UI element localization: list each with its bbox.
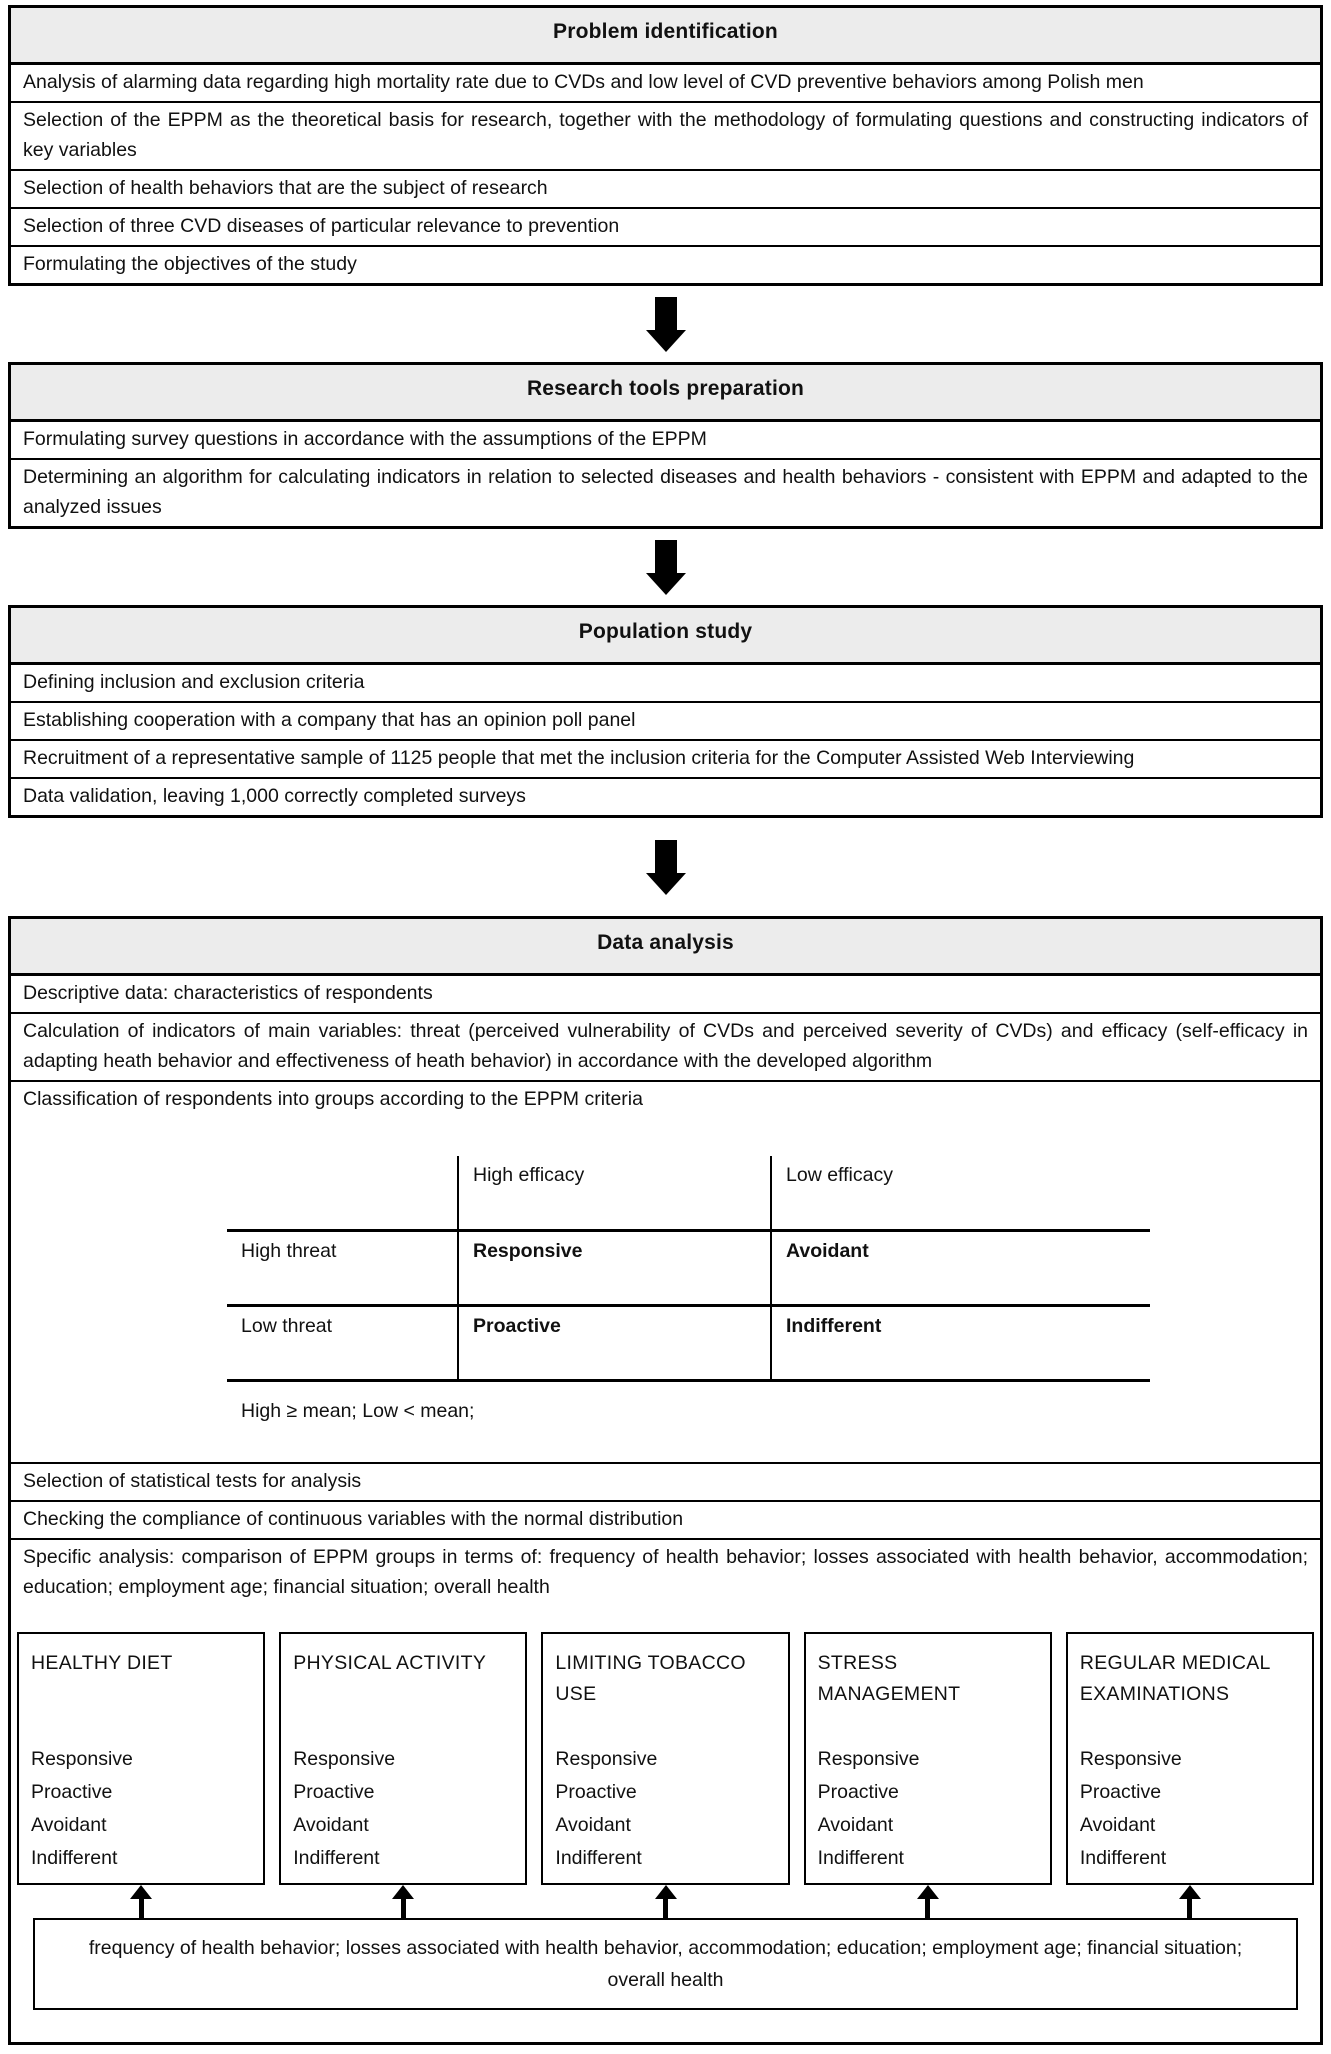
matrix-note: High ≥ mean; Low < mean; bbox=[241, 1400, 475, 1422]
flow-step: Calculation of indicators of main variables: threat (perceived vulnerability of CVDs and perceived severity of CVDs) and efficacy (self-efficacy in adapting heath behavior and effectiveness of heath behavior) in accordance with the developed algorithm bbox=[11, 1014, 1320, 1082]
up-arrow-icon bbox=[130, 1885, 152, 1918]
eppm-matrix bbox=[227, 1156, 1150, 1426]
flow-step: Recruitment of a representative sample of 1125 people that met the inclusion criteria for the Computer Assisted Web Interviewing bbox=[11, 741, 1320, 779]
behavior-box-item: Proactive bbox=[817, 1781, 899, 1803]
up-arrow-icon bbox=[917, 1885, 939, 1918]
matrix-cell-indifferent: Indifferent bbox=[770, 1304, 1150, 1379]
behavior-boxes bbox=[11, 1606, 1320, 1885]
behavior-box-item: Responsive bbox=[555, 1748, 658, 1770]
behavior-box-item: Proactive bbox=[31, 1781, 113, 1803]
flow-step-classification bbox=[11, 1082, 1320, 1464]
section-title: Data analysis bbox=[11, 919, 1320, 976]
behavior-box-item: Indifferent bbox=[817, 1847, 904, 1869]
behavior-box-physical-activity bbox=[279, 1632, 527, 1885]
matrix-col-header: Low efficacy bbox=[770, 1156, 1150, 1229]
behavior-box-item: Indifferent bbox=[293, 1847, 380, 1869]
matrix-col-header: High efficacy bbox=[457, 1156, 770, 1229]
section-data-analysis bbox=[8, 916, 1323, 2045]
flow-step: Selection of statistical tests for analysis bbox=[11, 1464, 1320, 1502]
flow-step: Formulating the objectives of the study bbox=[23, 253, 357, 275]
behavior-box-title: LIMITING TOBACCO USE bbox=[555, 1652, 746, 1705]
section-title: Population study bbox=[11, 608, 1320, 665]
down-arrow-icon bbox=[646, 840, 686, 895]
behavior-box-item: Avoidant bbox=[817, 1814, 894, 1836]
flow-step: Specific analysis: comparison of EPPM groups in terms of: frequency of health behavior; losses associated with health behavior, accommodation; education; employment age; financial situation; overall health bbox=[23, 1546, 1308, 1598]
behavior-box-regular-medical-examinations bbox=[1066, 1632, 1314, 1885]
flow-step: Checking the compliance of continuous variables with the normal distribution bbox=[11, 1502, 1320, 1540]
predictors-box: frequency of health behavior; losses associated with health behavior, accommodation; education; employment age; financial situation; overall health bbox=[33, 1918, 1298, 2010]
behavior-box-healthy-diet bbox=[17, 1632, 265, 1885]
section-problem-identification bbox=[8, 5, 1323, 286]
flow-step: Selection of health behaviors that are the subject of research bbox=[11, 171, 1320, 209]
section-title: Problem identification bbox=[11, 8, 1320, 65]
behavior-box-title: REGULAR MEDICAL EXAMINATIONS bbox=[1079, 1652, 1270, 1705]
matrix-row-label: Low threat bbox=[227, 1304, 457, 1379]
flow-step: Descriptive data: characteristics of respondents bbox=[11, 976, 1320, 1014]
flow-step: Defining inclusion and exclusion criteria bbox=[11, 665, 1320, 703]
behavior-box-item: Avoidant bbox=[31, 1814, 107, 1836]
down-arrow-icon bbox=[646, 540, 686, 595]
flow-step: Selection of three CVD diseases of particular relevance to prevention bbox=[11, 209, 1320, 247]
up-arrow-icon bbox=[392, 1885, 414, 1918]
behavior-box-item: Responsive bbox=[31, 1748, 133, 1770]
flow-step: Analysis of alarming data regarding high mortality rate due to CVDs and low level of CVD preventive behaviors among Polish men bbox=[11, 65, 1320, 103]
behavior-box-item: Proactive bbox=[293, 1781, 375, 1803]
behavior-box-stress-management bbox=[804, 1632, 1052, 1885]
flow-connector bbox=[8, 286, 1323, 362]
behavior-box-item: Proactive bbox=[1079, 1781, 1162, 1803]
behavior-box-limiting-tobacco-use bbox=[541, 1632, 789, 1885]
behavior-box-item: Proactive bbox=[555, 1781, 637, 1803]
section-population-study bbox=[8, 605, 1323, 818]
section-title: Research tools preparation bbox=[11, 365, 1320, 422]
flow-connector bbox=[8, 818, 1323, 916]
behavior-box-item: Responsive bbox=[293, 1748, 396, 1770]
section-research-tools-preparation bbox=[8, 362, 1323, 529]
behavior-box-title: PHYSICAL ACTIVITY bbox=[293, 1652, 487, 1674]
matrix-row-label: High threat bbox=[227, 1229, 457, 1304]
behavior-box-item: Indifferent bbox=[1079, 1847, 1167, 1869]
matrix-cell-proactive: Proactive bbox=[457, 1304, 770, 1379]
flow-step: Establishing cooperation with a company that has an opinion poll panel bbox=[11, 703, 1320, 741]
up-arrow-icon bbox=[655, 1885, 677, 1918]
matrix-cell-avoidant: Avoidant bbox=[770, 1229, 1150, 1304]
flow-step: Data validation, leaving 1,000 correctly completed surveys bbox=[23, 785, 526, 807]
flow-step: Formulating survey questions in accordance with the assumptions of the EPPM bbox=[11, 422, 1320, 460]
behavior-box-item: Indifferent bbox=[31, 1847, 118, 1869]
behavior-box-item: Avoidant bbox=[555, 1814, 631, 1836]
up-arrow-connectors bbox=[11, 1885, 1320, 1918]
behavior-box-title: STRESS MANAGEMENT bbox=[817, 1652, 961, 1705]
behavior-box-item: Avoidant bbox=[293, 1814, 369, 1836]
matrix-cell-responsive: Responsive bbox=[457, 1229, 770, 1304]
flow-connector bbox=[8, 529, 1323, 605]
classification-text: Classification of respondents into groups according to the EPPM criteria bbox=[23, 1088, 643, 1110]
flow-step: Determining an algorithm for calculating indicators in relation to selected diseases and health behaviors - consistent with EPPM and adapted to the analyzed issues bbox=[23, 466, 1308, 518]
behavior-box-item: Avoidant bbox=[1079, 1814, 1156, 1836]
flow-step: Selection of the EPPM as the theoretical basis for research, together with the methodology of formulating questions and constructing indicators of key variables bbox=[11, 103, 1320, 171]
matrix-corner bbox=[227, 1156, 457, 1229]
down-arrow-icon bbox=[646, 297, 686, 352]
behavior-box-item: Responsive bbox=[817, 1748, 920, 1770]
behavior-box-item: Responsive bbox=[1079, 1748, 1182, 1770]
up-arrow-icon bbox=[1179, 1885, 1201, 1918]
behavior-box-title: HEALTHY DIET bbox=[31, 1652, 173, 1674]
behavior-box-item: Indifferent bbox=[555, 1847, 642, 1869]
